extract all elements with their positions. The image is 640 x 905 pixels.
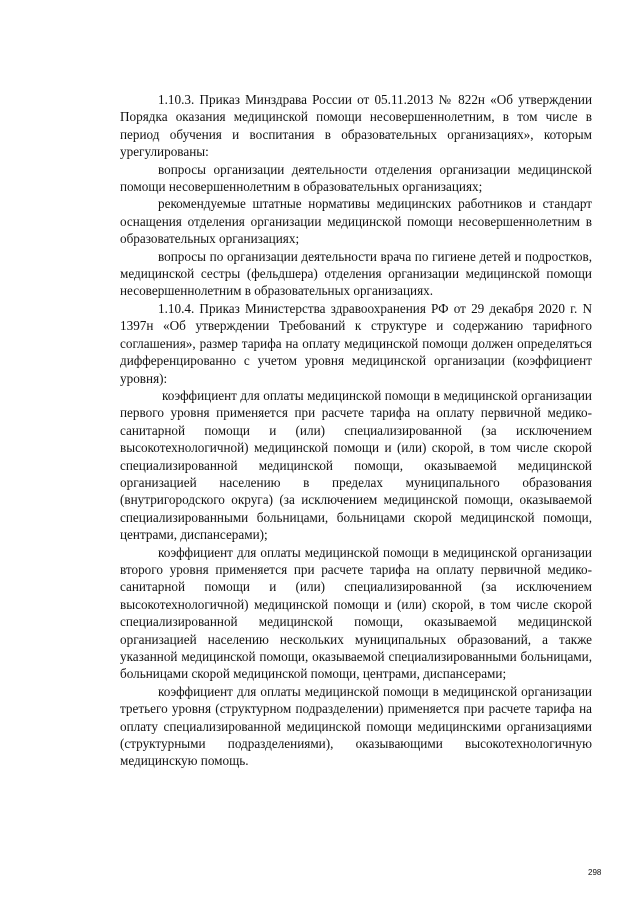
paragraph-list-item-3: вопросы по организации деятельности врача по гигиене детей и подростков, медицинской сестры (фельдшера) отделения организации медицинской помощи несовершеннолетним в образовательных организациях. [120, 248, 592, 299]
paragraph-1-10-4: 1.10.4. Приказ Министерства здравоохранения РФ от 29 декабря 2020 г. N 1397н «Об утверждении Требований к структуре и содержанию тарифного соглашения», размер тарифа на оплату медицинской помощи должен определяться дифференцированно с учетом уровня медицинской организации (коэффициент уровня): [120, 300, 592, 386]
paragraph-list-item-2: рекомендуемые штатные нормативы медицинских работников и стандарт оснащения отделения организации медицинской помощи несовершеннолетним в образовательных организациях; [120, 196, 592, 247]
paragraph-level-3: коэффициент для оплаты медицинской помощи в медицинской организации третьего уровня (структурном подразделении) применяется при расчете тарифа на оплату специализированной медицинской помощи медицинскими организациями (структурными подразделениями), оказывающими высокотехнологичную медицинскую помощь. [120, 683, 592, 769]
paragraph-list-item-1: вопросы организации деятельности отделения организации медицинской помощи несовершеннолетним в образовательных организациях; [120, 161, 592, 195]
paragraph-level-1: коэффициент для оплаты медицинской помощи в медицинской организации первого уровня применяется при расчете тарифа на оплату первичной медико-санитарной помощи и (или) специализированной (за исключением высокотехнологичной) медицинской помощи и (или) скорой, в том числе скорой специализированной медицинской помощи, оказываемой медицинской организацией населению в пределах муниципального образования (внутригородского округа) (за исключением медицинской помощи, оказываемой специализированными больницами, больницами скорой медицинской помощи, центрами, диспансерами); [120, 387, 592, 543]
paragraph-level-2: коэффициент для оплаты медицинской помощи в медицинской организации второго уровня применяется при расчете тарифа на оплату первичной медико-санитарной помощи и (или) специализированной (за исключением высокотехнологичной) медицинской помощи и (или) скорой, в том числе скорой специализированной медицинской помощи, оказываемой медицинской организацией населению нескольких муниципальных образований, а также указанной медицинской помощи, оказываемой специализированными больницами, больницами скорой медицинской помощи, центрами, диспансерами; [120, 544, 592, 682]
page-number: 298 [588, 868, 602, 877]
document-body [120, 91, 592, 770]
paragraph-1-10-3: 1.10.3. Приказ Минздрава России от 05.11.2013 № 822н «Об утверждении Порядка оказания медицинской помощи несовершеннолетним, в том числе в период обучения и воспитания в образовательных организациях», которым урегулированы: [120, 92, 592, 160]
